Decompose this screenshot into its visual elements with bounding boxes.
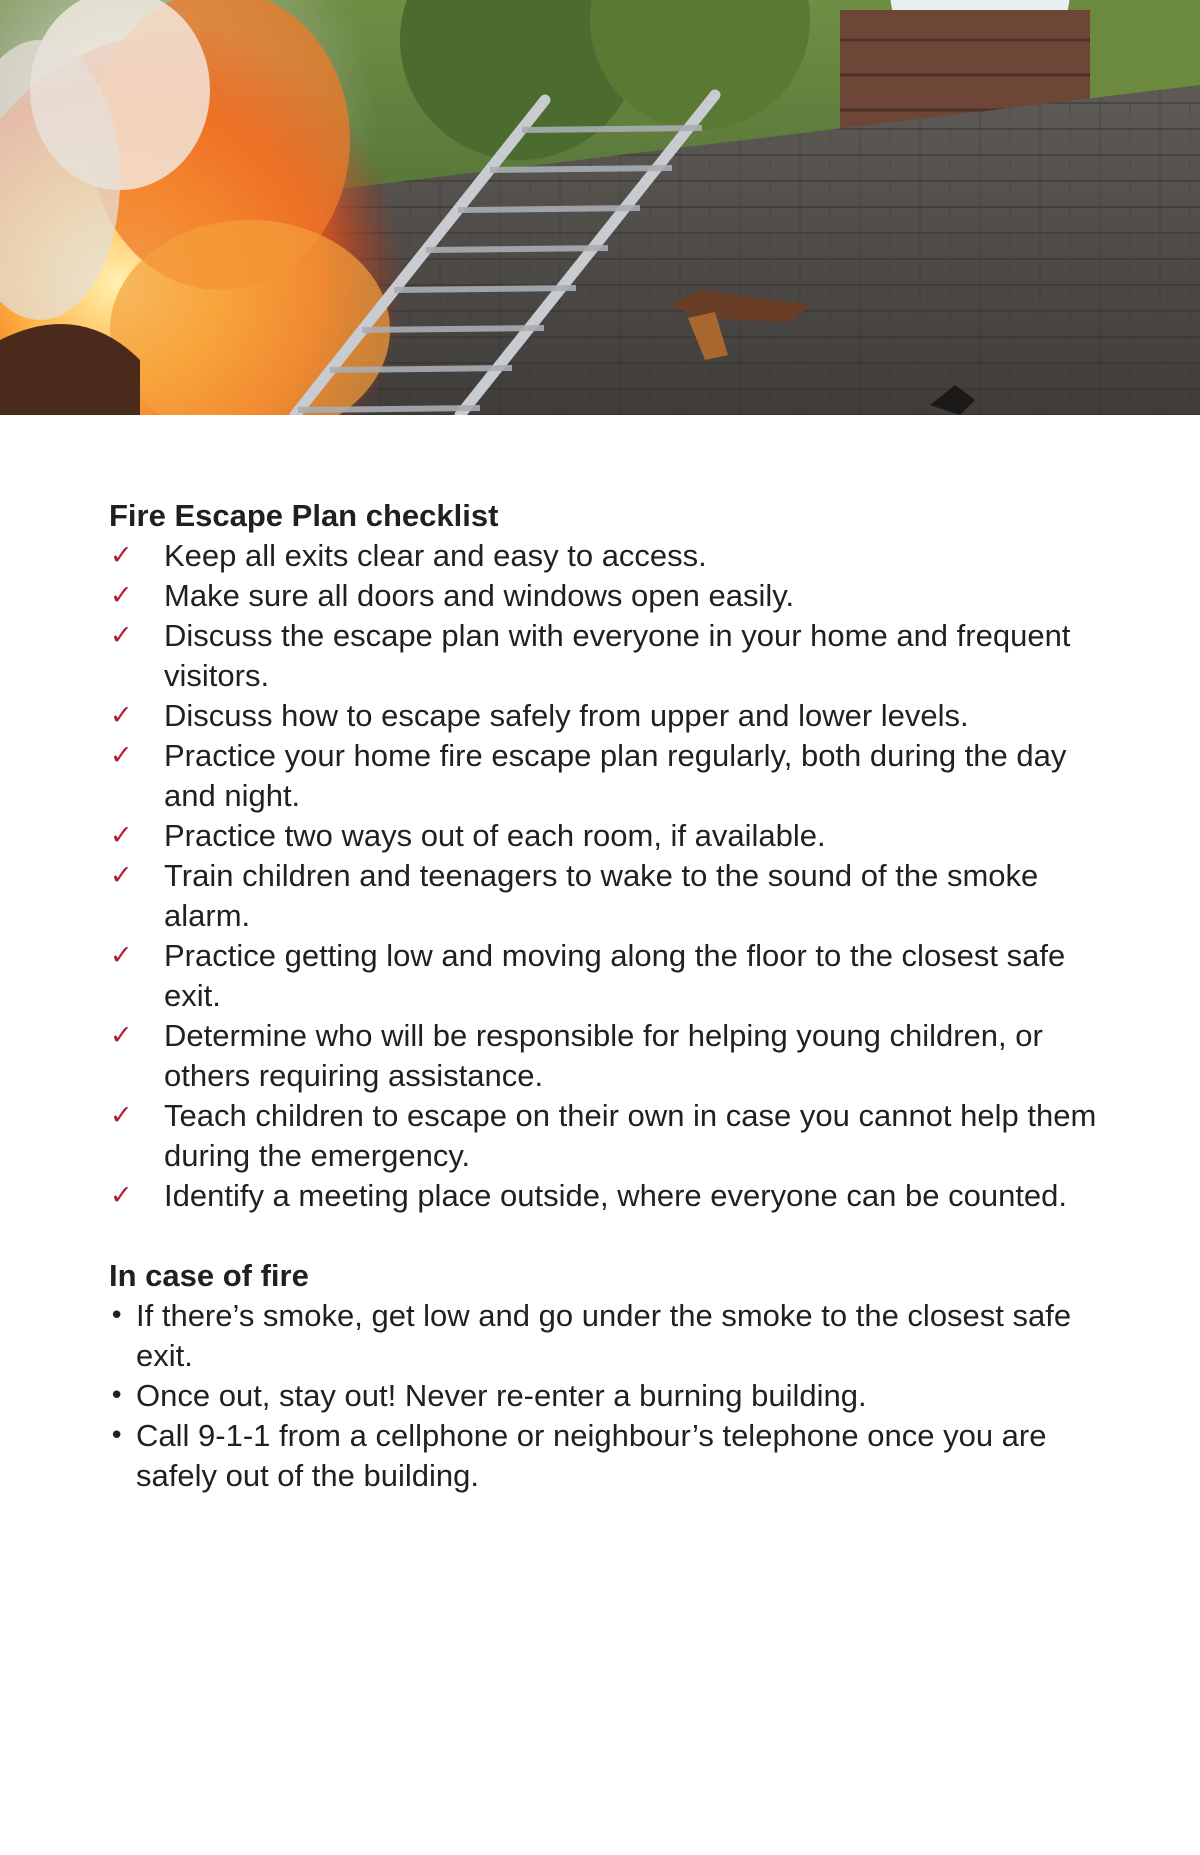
bullet-icon: • xyxy=(109,1421,125,1451)
bullet-icon: • xyxy=(109,1301,125,1331)
list-item: ✓ Keep all exits clear and easy to access. xyxy=(109,536,1109,576)
checkmark-icon: ✓ xyxy=(110,740,133,771)
list-item: ✓ Make sure all doors and windows open easily. xyxy=(109,576,1109,616)
escape-plan-checklist xyxy=(109,536,1109,1216)
in-case-of-fire-list xyxy=(109,1296,1109,1496)
list-item: ✓ Identify a meeting place outside, where everyone can be counted. xyxy=(109,1176,1109,1216)
list-item: ✓ Determine who will be responsible for helping young children, or others requiring assistance. xyxy=(110,1018,1043,1093)
checkmark-icon: ✓ xyxy=(110,1020,133,1051)
hero-photo-roof-fire-ladder xyxy=(0,0,1200,415)
list-item: ✓ Practice your home fire escape plan regularly, both during the day and night. xyxy=(110,738,1067,813)
checkmark-icon: ✓ xyxy=(110,820,133,851)
checkmark-icon: ✓ xyxy=(110,1100,133,1131)
bullet-icon: • xyxy=(109,1381,125,1411)
list-item: • Once out, stay out! Never re-enter a burning building. xyxy=(109,1376,1109,1416)
checklist-heading: Fire Escape Plan checklist xyxy=(109,498,499,533)
checkmark-icon: ✓ xyxy=(110,1180,133,1211)
checkmark-icon: ✓ xyxy=(110,620,133,651)
in-case-of-fire-heading: In case of fire xyxy=(109,1258,309,1293)
list-item: • If there’s smoke, get low and go under the smoke to the closest safe exit. xyxy=(109,1298,1072,1373)
checkmark-icon: ✓ xyxy=(110,860,133,891)
list-item: ✓ Teach children to escape on their own in case you cannot help them during the emergency. xyxy=(110,1098,1097,1173)
checkmark-icon: ✓ xyxy=(110,580,133,611)
list-item: ✓ Discuss how to escape safely from upper and lower levels. xyxy=(109,696,1109,736)
list-item: ✓ Practice two ways out of each room, if available. xyxy=(109,816,1109,856)
list-item: ✓ Practice getting low and moving along the floor to the closest safe exit. xyxy=(110,938,1066,1013)
list-item: • Call 9-1-1 from a cellphone or neighbour’s telephone once you are safely out of the building. xyxy=(109,1418,1047,1493)
checkmark-icon: ✓ xyxy=(110,540,133,571)
list-item: ✓ Discuss the escape plan with everyone in your home and frequent visitors. xyxy=(110,618,1071,693)
checkmark-icon: ✓ xyxy=(110,940,133,971)
checkmark-icon: ✓ xyxy=(110,700,133,731)
fire-safety-text xyxy=(109,496,1109,1496)
list-item: ✓ Train children and teenagers to wake to the sound of the smoke alarm. xyxy=(110,858,1039,933)
